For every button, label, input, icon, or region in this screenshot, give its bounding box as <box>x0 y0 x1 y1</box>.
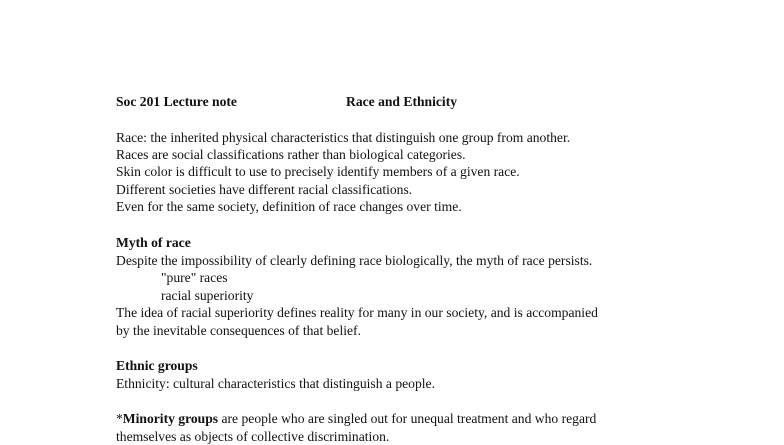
race-line-5: Even for the same society, definition of race changes over time. <box>116 199 462 214</box>
race-definition: Race: the inherited physical characteristics that distinguish one group from another. <box>116 130 571 145</box>
minority-term: Minority groups <box>122 411 219 426</box>
ethnicity-definition: Ethnicity: cultural characteristics that distinguish a people. <box>116 376 435 391</box>
myth-paragraph-line-1: The idea of racial superiority defines reality for many in our society, and is accompanied <box>116 305 598 320</box>
minority-definition-line-2: themselves as objects of collective discrimination. <box>116 429 390 444</box>
myth-paragraph-line-2: by the inevitable consequences of that belief. <box>116 323 361 338</box>
minority-definition-rest: are people who are singled out for unequal treatment and who regard <box>218 411 597 426</box>
myth-heading: Myth of race <box>116 235 191 250</box>
myth-item-racial-superiority: racial superiority <box>161 288 254 303</box>
myth-intro: Despite the impossibility of clearly defining race biologically, the myth of race persists. <box>116 253 593 268</box>
course-label: Soc 201 Lecture note <box>116 94 237 109</box>
minority-asterisk: * <box>116 411 123 426</box>
ethnic-heading: Ethnic groups <box>116 358 198 373</box>
document-title: Race and Ethnicity <box>346 94 458 109</box>
race-line-4: Different societies have different racial classifications. <box>116 182 413 197</box>
race-line-3: Skin color is difficult to use to precisely identify members of a given race. <box>116 164 520 179</box>
minority-definition <box>116 410 596 427</box>
race-line-2: Races are social classifications rather than biological categories. <box>116 147 466 162</box>
myth-item-pure-races: "pure" races <box>161 270 228 285</box>
